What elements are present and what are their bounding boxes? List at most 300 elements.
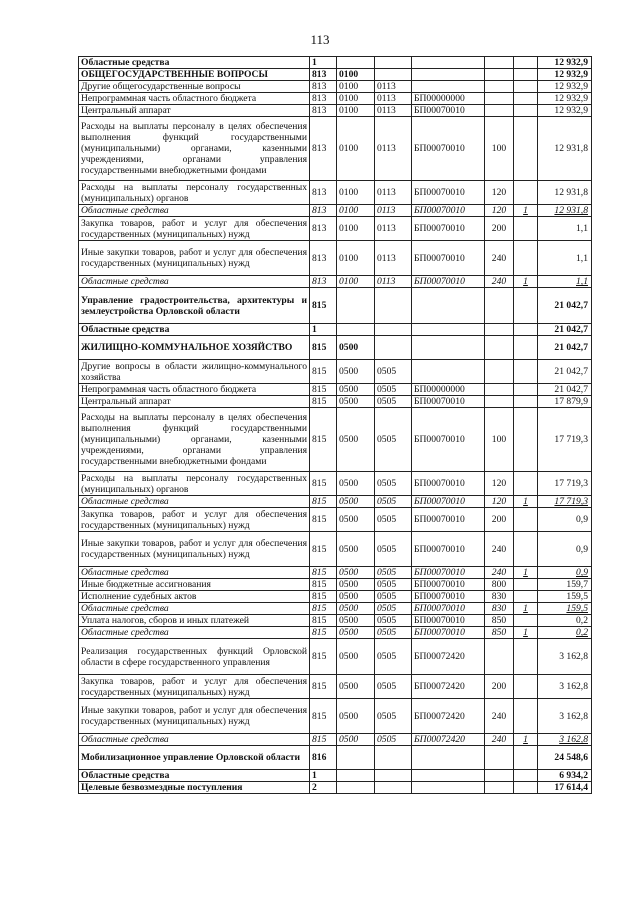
cell-subsection-code: 0505: [375, 408, 412, 472]
budget-table-body: [79, 57, 592, 794]
cell-subsection-code: [375, 69, 412, 81]
cell-funding-source: [514, 770, 538, 782]
cell-expense-type: [485, 105, 514, 117]
cell-subsection-code: 0505: [375, 627, 412, 639]
table-row: [79, 57, 592, 69]
cell-funding-source: [514, 105, 538, 117]
cell-amount: 12 931,8: [538, 117, 592, 181]
cell-name: Расходы на выплаты персоналу в целях обеспечения выполнения функций государственными (муниципальными) органами, казенными учреждениями, органами управления государственными внебюджетными фондами: [79, 117, 310, 181]
cell-department-code: 815: [310, 603, 337, 615]
cell-subsection-code: 0505: [375, 532, 412, 567]
cell-name: Другие общегосударственные вопросы: [79, 81, 310, 93]
cell-expense-type: [485, 69, 514, 81]
cell-expense-type: 800: [485, 579, 514, 591]
cell-section-code: 0500: [337, 384, 375, 396]
cell-target-article: БП00072420: [412, 675, 485, 699]
cell-name: Областные средства: [79, 57, 310, 69]
table-row: [79, 408, 592, 472]
cell-section-code: 0500: [337, 567, 375, 579]
cell-funding-source: [514, 699, 538, 734]
cell-section-code: [337, 288, 375, 324]
cell-subsection-code: 0113: [375, 117, 412, 181]
cell-funding-source: [514, 324, 538, 336]
cell-section-code: 0500: [337, 360, 375, 384]
cell-section-code: 0500: [337, 591, 375, 603]
cell-amount: 12 932,9: [538, 105, 592, 117]
cell-target-article: [412, 288, 485, 324]
cell-section-code: 0500: [337, 603, 375, 615]
cell-target-article: [412, 360, 485, 384]
cell-funding-source: [514, 472, 538, 496]
cell-expense-type: 850: [485, 627, 514, 639]
cell-department-code: 813: [310, 69, 337, 81]
cell-expense-type: 200: [485, 217, 514, 241]
cell-target-article: БП00070010: [412, 408, 485, 472]
table-row: [79, 93, 592, 105]
table-row: [79, 360, 592, 384]
cell-department-code: 815: [310, 508, 337, 532]
cell-expense-type: [485, 782, 514, 794]
cell-amount: 21 042,7: [538, 288, 592, 324]
cell-department-code: 815: [310, 579, 337, 591]
cell-department-code: 815: [310, 734, 337, 746]
cell-section-code: 0100: [337, 217, 375, 241]
cell-department-code: 2: [310, 782, 337, 794]
cell-subsection-code: [375, 336, 412, 360]
cell-department-code: 815: [310, 615, 337, 627]
cell-amount: 0,2: [538, 627, 592, 639]
cell-subsection-code: 0505: [375, 639, 412, 675]
cell-expense-type: 240: [485, 532, 514, 567]
cell-name: Иные закупки товаров, работ и услуг для обеспечения государственных (муниципальных) нужд: [79, 699, 310, 734]
cell-funding-source: 1: [514, 734, 538, 746]
cell-target-article: БП00070010: [412, 496, 485, 508]
cell-subsection-code: 0505: [375, 496, 412, 508]
cell-funding-source: [514, 288, 538, 324]
cell-name: Расходы на выплаты персоналу государственных (муниципальных) органов: [79, 181, 310, 205]
cell-section-code: [337, 770, 375, 782]
cell-amount: 12 931,8: [538, 181, 592, 205]
table-row: [79, 396, 592, 408]
cell-expense-type: [485, 770, 514, 782]
cell-department-code: 1: [310, 57, 337, 69]
cell-name: Закупка товаров, работ и услуг для обеспечения государственных (муниципальных) нужд: [79, 675, 310, 699]
cell-expense-type: 240: [485, 241, 514, 276]
cell-section-code: 0500: [337, 734, 375, 746]
cell-funding-source: 1: [514, 603, 538, 615]
table-row: [79, 579, 592, 591]
cell-department-code: 815: [310, 699, 337, 734]
cell-name: Закупка товаров, работ и услуг для обеспечения государственных (муниципальных) нужд: [79, 508, 310, 532]
cell-amount: 6 934,2: [538, 770, 592, 782]
cell-expense-type: [485, 746, 514, 770]
cell-department-code: 813: [310, 117, 337, 181]
cell-funding-source: [514, 532, 538, 567]
cell-department-code: 816: [310, 746, 337, 770]
cell-department-code: 815: [310, 288, 337, 324]
cell-target-article: БП00070010: [412, 205, 485, 217]
cell-expense-type: [485, 93, 514, 105]
cell-section-code: [337, 782, 375, 794]
cell-subsection-code: 0505: [375, 699, 412, 734]
cell-expense-type: [485, 639, 514, 675]
cell-amount: 21 042,7: [538, 384, 592, 396]
cell-department-code: 813: [310, 93, 337, 105]
cell-target-article: БП00072420: [412, 699, 485, 734]
cell-name: Иные закупки товаров, работ и услуг для обеспечения государственных (муниципальных) нужд: [79, 241, 310, 276]
cell-target-article: БП00070010: [412, 217, 485, 241]
cell-amount: 17 879,9: [538, 396, 592, 408]
cell-department-code: 815: [310, 639, 337, 675]
cell-name: Центральный аппарат: [79, 105, 310, 117]
cell-name: Расходы на выплаты персоналу государственных (муниципальных) органов: [79, 472, 310, 496]
cell-expense-type: 100: [485, 408, 514, 472]
cell-section-code: 0500: [337, 579, 375, 591]
cell-subsection-code: [375, 288, 412, 324]
cell-subsection-code: 0505: [375, 675, 412, 699]
cell-subsection-code: 0505: [375, 508, 412, 532]
cell-expense-type: [485, 288, 514, 324]
cell-department-code: 815: [310, 532, 337, 567]
cell-amount: 12 932,9: [538, 81, 592, 93]
cell-expense-type: [485, 384, 514, 396]
cell-name: Центральный аппарат: [79, 396, 310, 408]
cell-section-code: 0500: [337, 627, 375, 639]
cell-amount: 0,2: [538, 615, 592, 627]
cell-target-article: БП00070010: [412, 579, 485, 591]
cell-funding-source: [514, 336, 538, 360]
cell-funding-source: 1: [514, 276, 538, 288]
cell-subsection-code: [375, 324, 412, 336]
cell-subsection-code: 0505: [375, 472, 412, 496]
cell-section-code: 0100: [337, 69, 375, 81]
cell-department-code: 815: [310, 496, 337, 508]
cell-section-code: 0100: [337, 117, 375, 181]
cell-section-code: 0100: [337, 205, 375, 217]
cell-expense-type: [485, 360, 514, 384]
table-row: [79, 105, 592, 117]
cell-department-code: 815: [310, 627, 337, 639]
cell-section-code: 0500: [337, 508, 375, 532]
table-row: [79, 384, 592, 396]
cell-target-article: БП00070010: [412, 603, 485, 615]
cell-target-article: [412, 770, 485, 782]
table-row: [79, 782, 592, 794]
cell-expense-type: [485, 81, 514, 93]
cell-target-article: БП00000000: [412, 93, 485, 105]
cell-funding-source: [514, 579, 538, 591]
cell-amount: 17 719,3: [538, 408, 592, 472]
cell-target-article: БП00070010: [412, 615, 485, 627]
cell-funding-source: [514, 181, 538, 205]
cell-funding-source: [514, 508, 538, 532]
cell-target-article: БП00070010: [412, 181, 485, 205]
cell-funding-source: [514, 241, 538, 276]
cell-department-code: 813: [310, 81, 337, 93]
cell-department-code: 815: [310, 384, 337, 396]
cell-section-code: 0500: [337, 396, 375, 408]
cell-subsection-code: [375, 770, 412, 782]
cell-target-article: БП00070010: [412, 276, 485, 288]
table-row: [79, 508, 592, 532]
cell-subsection-code: 0505: [375, 384, 412, 396]
cell-amount: 24 548,6: [538, 746, 592, 770]
table-row: [79, 81, 592, 93]
table-row: [79, 324, 592, 336]
cell-expense-type: 120: [485, 472, 514, 496]
cell-department-code: 815: [310, 472, 337, 496]
cell-department-code: 815: [310, 591, 337, 603]
cell-name: Иные закупки товаров, работ и услуг для обеспечения государственных (муниципальных) нужд: [79, 532, 310, 567]
table-row: [79, 591, 592, 603]
cell-subsection-code: 0505: [375, 396, 412, 408]
cell-subsection-code: 0505: [375, 360, 412, 384]
cell-section-code: 0100: [337, 93, 375, 105]
cell-name: Мобилизационное управление Орловской области: [79, 746, 310, 770]
table-row: [79, 472, 592, 496]
table-row: [79, 746, 592, 770]
cell-department-code: 813: [310, 105, 337, 117]
cell-section-code: 0500: [337, 336, 375, 360]
page-number: 113: [310, 32, 330, 47]
cell-target-article: БП00070010: [412, 591, 485, 603]
cell-target-article: [412, 57, 485, 69]
table-row: [79, 734, 592, 746]
cell-department-code: 813: [310, 217, 337, 241]
cell-amount: 12 932,9: [538, 69, 592, 81]
cell-funding-source: [514, 408, 538, 472]
cell-name: Закупка товаров, работ и услуг для обеспечения государственных (муниципальных) нужд: [79, 217, 310, 241]
cell-section-code: 0100: [337, 81, 375, 93]
cell-target-article: БП00070010: [412, 117, 485, 181]
cell-subsection-code: 0113: [375, 241, 412, 276]
cell-name: Областные средства: [79, 324, 310, 336]
cell-department-code: 815: [310, 396, 337, 408]
cell-amount: 17 614,4: [538, 782, 592, 794]
cell-section-code: 0100: [337, 105, 375, 117]
cell-amount: 17 719,3: [538, 496, 592, 508]
cell-funding-source: [514, 217, 538, 241]
cell-amount: 1,1: [538, 241, 592, 276]
cell-section-code: 0100: [337, 181, 375, 205]
cell-subsection-code: 0113: [375, 93, 412, 105]
cell-amount: 3 162,8: [538, 639, 592, 675]
table-row: [79, 205, 592, 217]
cell-name: Областные средства: [79, 496, 310, 508]
cell-name: Целевые безвозмездные поступления: [79, 782, 310, 794]
cell-name: Управление градостроительства, архитектуры и землеустройства Орловской области: [79, 288, 310, 324]
cell-amount: 21 042,7: [538, 360, 592, 384]
cell-subsection-code: 0505: [375, 615, 412, 627]
cell-target-article: БП00070010: [412, 396, 485, 408]
cell-section-code: [337, 746, 375, 770]
cell-section-code: 0500: [337, 408, 375, 472]
cell-target-article: [412, 69, 485, 81]
cell-amount: 3 162,8: [538, 699, 592, 734]
cell-amount: 12 932,9: [538, 57, 592, 69]
cell-section-code: 0500: [337, 496, 375, 508]
cell-section-code: 0500: [337, 472, 375, 496]
cell-department-code: 813: [310, 181, 337, 205]
cell-name: ЖИЛИЩНО-КОММУНАЛЬНОЕ ХОЗЯЙСТВО: [79, 336, 310, 360]
table-row: [79, 639, 592, 675]
cell-name: Областные средства: [79, 603, 310, 615]
cell-department-code: 815: [310, 408, 337, 472]
cell-subsection-code: 0505: [375, 734, 412, 746]
cell-name: Областные средства: [79, 205, 310, 217]
cell-section-code: 0500: [337, 615, 375, 627]
cell-amount: 12 931,8: [538, 205, 592, 217]
table-row: [79, 181, 592, 205]
cell-subsection-code: 0113: [375, 276, 412, 288]
cell-subsection-code: 0505: [375, 603, 412, 615]
cell-expense-type: 100: [485, 117, 514, 181]
table-row: [79, 496, 592, 508]
cell-subsection-code: 0113: [375, 81, 412, 93]
table-row: [79, 288, 592, 324]
cell-target-article: [412, 746, 485, 770]
cell-funding-source: [514, 675, 538, 699]
cell-subsection-code: 0113: [375, 217, 412, 241]
cell-amount: 17 719,3: [538, 472, 592, 496]
cell-amount: 1,1: [538, 217, 592, 241]
cell-subsection-code: [375, 746, 412, 770]
cell-department-code: 813: [310, 276, 337, 288]
cell-expense-type: 120: [485, 496, 514, 508]
cell-target-article: [412, 81, 485, 93]
cell-amount: 3 162,8: [538, 675, 592, 699]
cell-expense-type: 200: [485, 675, 514, 699]
cell-department-code: 815: [310, 675, 337, 699]
cell-expense-type: [485, 57, 514, 69]
table-row: [79, 699, 592, 734]
cell-expense-type: 850: [485, 615, 514, 627]
cell-department-code: 815: [310, 360, 337, 384]
cell-department-code: 813: [310, 205, 337, 217]
cell-amount: 21 042,7: [538, 324, 592, 336]
table-row: [79, 241, 592, 276]
cell-amount: 159,5: [538, 591, 592, 603]
cell-expense-type: 240: [485, 699, 514, 734]
cell-subsection-code: 0113: [375, 205, 412, 217]
cell-funding-source: 1: [514, 567, 538, 579]
cell-target-article: БП00070010: [412, 567, 485, 579]
cell-target-article: БП00072420: [412, 734, 485, 746]
cell-funding-source: [514, 57, 538, 69]
table-row: [79, 770, 592, 782]
cell-target-article: БП00000000: [412, 384, 485, 396]
table-row: [79, 532, 592, 567]
cell-department-code: 1: [310, 324, 337, 336]
table-row: [79, 69, 592, 81]
cell-expense-type: 830: [485, 603, 514, 615]
cell-name: Областные средства: [79, 627, 310, 639]
cell-department-code: 1: [310, 770, 337, 782]
cell-amount: 0,9: [538, 567, 592, 579]
cell-funding-source: 1: [514, 496, 538, 508]
cell-subsection-code: 0113: [375, 181, 412, 205]
table-row: [79, 615, 592, 627]
cell-target-article: БП00070010: [412, 627, 485, 639]
cell-amount: 159,5: [538, 603, 592, 615]
cell-section-code: 0500: [337, 639, 375, 675]
table-row: [79, 276, 592, 288]
table-row: [79, 675, 592, 699]
cell-funding-source: [514, 360, 538, 384]
cell-expense-type: 120: [485, 205, 514, 217]
cell-section-code: [337, 57, 375, 69]
cell-expense-type: 200: [485, 508, 514, 532]
cell-target-article: БП00072420: [412, 639, 485, 675]
cell-funding-source: [514, 591, 538, 603]
cell-name: ОБЩЕГОСУДАРСТВЕННЫЕ ВОПРОСЫ: [79, 69, 310, 81]
cell-name: Областные средства: [79, 567, 310, 579]
cell-subsection-code: 0505: [375, 591, 412, 603]
cell-subsection-code: 0505: [375, 567, 412, 579]
cell-funding-source: [514, 384, 538, 396]
table-row: [79, 627, 592, 639]
cell-funding-source: [514, 615, 538, 627]
cell-amount: 0,9: [538, 532, 592, 567]
cell-section-code: 0100: [337, 276, 375, 288]
cell-subsection-code: [375, 57, 412, 69]
cell-amount: 159,7: [538, 579, 592, 591]
cell-funding-source: 1: [514, 627, 538, 639]
cell-target-article: БП00070010: [412, 241, 485, 276]
cell-section-code: 0500: [337, 699, 375, 734]
cell-amount: 12 932,9: [538, 93, 592, 105]
cell-department-code: 813: [310, 241, 337, 276]
cell-target-article: БП00070010: [412, 508, 485, 532]
cell-expense-type: 830: [485, 591, 514, 603]
cell-name: Иные бюджетные ассигнования: [79, 579, 310, 591]
cell-name: Областные средства: [79, 770, 310, 782]
table-row: [79, 567, 592, 579]
cell-funding-source: [514, 117, 538, 181]
cell-funding-source: [514, 93, 538, 105]
cell-name: Непрограммная часть областного бюджета: [79, 93, 310, 105]
cell-target-article: БП00070010: [412, 472, 485, 496]
cell-expense-type: [485, 336, 514, 360]
cell-section-code: 0500: [337, 532, 375, 567]
cell-expense-type: [485, 396, 514, 408]
cell-expense-type: 120: [485, 181, 514, 205]
cell-target-article: БП00070010: [412, 532, 485, 567]
cell-target-article: [412, 782, 485, 794]
cell-subsection-code: 0505: [375, 579, 412, 591]
cell-name: Реализация государственных функций Орловской области в сфере государственного управления: [79, 639, 310, 675]
cell-target-article: [412, 324, 485, 336]
cell-amount: 3 162,8: [538, 734, 592, 746]
cell-amount: 21 042,7: [538, 336, 592, 360]
cell-expense-type: 240: [485, 567, 514, 579]
cell-name: Непрограммная часть областного бюджета: [79, 384, 310, 396]
table-row: [79, 603, 592, 615]
cell-expense-type: 240: [485, 276, 514, 288]
cell-section-code: 0500: [337, 675, 375, 699]
cell-funding-source: 1: [514, 205, 538, 217]
cell-funding-source: [514, 69, 538, 81]
cell-name: Расходы на выплаты персоналу в целях обеспечения выполнения функций государственными (муниципальными) органами, казенными учреждениями, органами управления государственными внебюджетными фондами: [79, 408, 310, 472]
cell-amount: 0,9: [538, 508, 592, 532]
cell-target-article: [412, 336, 485, 360]
table-row: [79, 336, 592, 360]
cell-expense-type: [485, 324, 514, 336]
cell-name: Областные средства: [79, 276, 310, 288]
cell-funding-source: [514, 81, 538, 93]
cell-name: Областные средства: [79, 734, 310, 746]
cell-name: Другие вопросы в области жилищно-коммунального хозяйства: [79, 360, 310, 384]
